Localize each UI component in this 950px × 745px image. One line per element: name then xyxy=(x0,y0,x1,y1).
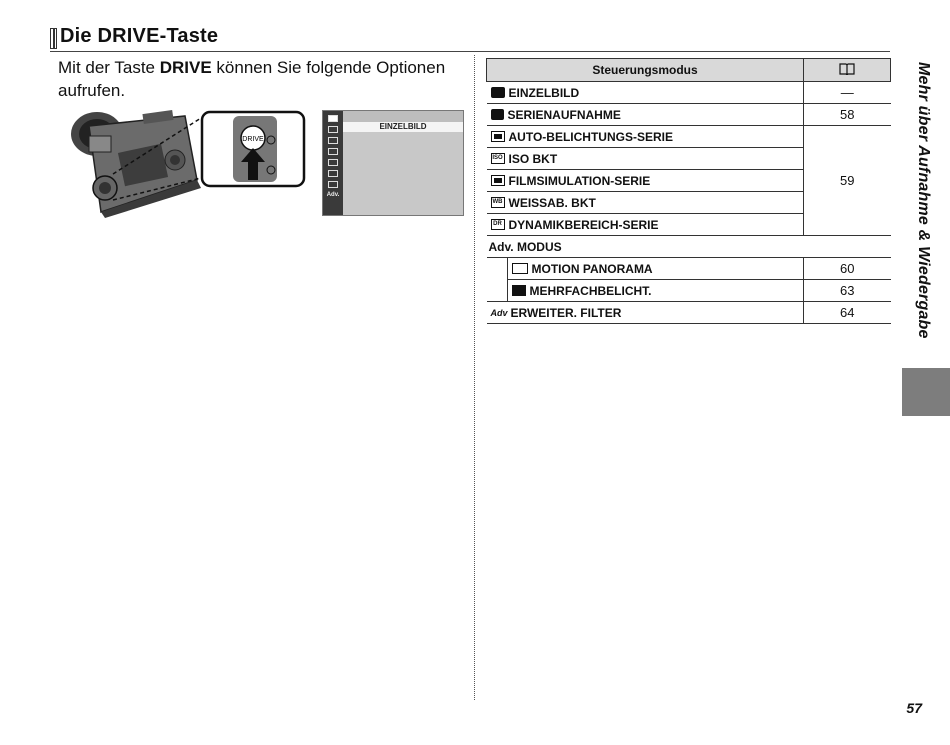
intro-after: können Sie folgende Optionen aufrufen. xyxy=(58,58,446,100)
chapter-label: Mehr über Aufnahme & Wiedergabe xyxy=(915,62,932,339)
page-cell: 59 xyxy=(804,126,891,236)
camera-illustration xyxy=(65,108,310,220)
wb-bkt-icon xyxy=(328,170,338,177)
iso-bkt-icon: ISO xyxy=(491,153,505,164)
film-sim-bkt-icon xyxy=(328,159,338,166)
intro-text xyxy=(58,56,458,102)
table-row xyxy=(487,280,891,302)
menu-icon-column xyxy=(323,111,343,215)
chapter-tab xyxy=(902,368,950,416)
indent-cell xyxy=(487,280,508,302)
adv-group-row xyxy=(487,236,891,258)
page-cell: 64 xyxy=(804,302,891,324)
option-label: DYNAMIKBEREICH-SERIE xyxy=(508,217,659,232)
option-label: MOTION PANORAMA xyxy=(531,261,653,276)
indent-cell xyxy=(487,258,508,280)
adv-group-label: Adv. MODUS xyxy=(487,236,891,258)
intro-before: Mit der Taste xyxy=(58,58,160,77)
continuous-icon xyxy=(491,109,504,120)
camera-body xyxy=(71,110,201,218)
camera-icon xyxy=(491,87,505,98)
title-bar xyxy=(50,27,890,52)
option-cell xyxy=(487,104,804,126)
header-page xyxy=(804,59,891,82)
dr-bkt-icon xyxy=(328,181,338,188)
bracket-icon xyxy=(328,137,338,144)
book-icon xyxy=(839,63,855,75)
menu-header xyxy=(343,111,463,122)
dr-bkt-icon: DR xyxy=(491,219,505,230)
bracket-icon xyxy=(491,131,505,142)
option-label: EINZELBILD xyxy=(508,85,580,100)
column-divider xyxy=(474,55,475,700)
drive-button-zoom xyxy=(202,112,304,186)
option-cell xyxy=(487,214,804,236)
film-sim-bkt-icon xyxy=(491,175,505,186)
title-marker xyxy=(50,28,57,49)
option-label: AUTO-BELICHTUNGS-SERIE xyxy=(508,129,673,144)
drive-menu-screenshot xyxy=(322,110,464,216)
option-cell xyxy=(487,170,804,192)
drive-options-table xyxy=(486,58,891,324)
option-cell xyxy=(507,258,804,280)
page-cell: — xyxy=(804,82,891,104)
option-cell xyxy=(487,126,804,148)
option-label: WEISSAB. BKT xyxy=(508,195,596,210)
table-row xyxy=(487,302,891,324)
option-label: MEHRFACHBELICHT. xyxy=(529,283,652,298)
intro-key: DRIVE xyxy=(159,58,212,77)
option-cell xyxy=(487,192,804,214)
option-label: SERIENAUFNAHME xyxy=(507,107,621,122)
option-cell xyxy=(487,82,804,104)
option-label: FILMSIMULATION-SERIE xyxy=(508,173,651,188)
table-header xyxy=(487,59,891,82)
page-title: Die DRIVE-Taste xyxy=(60,25,219,47)
menu-selected-item: EINZELBILD xyxy=(343,122,463,132)
header-mode: Steuerungsmodus xyxy=(487,59,804,82)
page-cell: 58 xyxy=(804,104,891,126)
page-number: 57 xyxy=(906,700,922,716)
single-frame-icon xyxy=(328,115,338,122)
adv-mode-icon: Adv. xyxy=(326,192,340,198)
page-cell: 63 xyxy=(804,280,891,302)
iso-bkt-icon xyxy=(328,148,338,155)
option-cell xyxy=(487,302,804,324)
table-row xyxy=(487,258,891,280)
table-row xyxy=(487,104,891,126)
drive-button-text: DRIVE xyxy=(242,136,264,143)
wb-bkt-icon: WB xyxy=(491,197,505,208)
option-cell xyxy=(487,148,804,170)
table-row xyxy=(487,82,891,104)
option-label: ERWEITER. FILTER xyxy=(510,305,622,320)
page-cell: 60 xyxy=(804,258,891,280)
option-label: ISO BKT xyxy=(508,151,558,166)
continuous-icon xyxy=(328,126,338,133)
table-row xyxy=(487,126,891,148)
adv-filter-icon: Adv xyxy=(490,308,508,319)
multiple-exposure-icon xyxy=(512,285,526,296)
panorama-icon xyxy=(512,263,528,274)
option-cell xyxy=(507,280,804,302)
